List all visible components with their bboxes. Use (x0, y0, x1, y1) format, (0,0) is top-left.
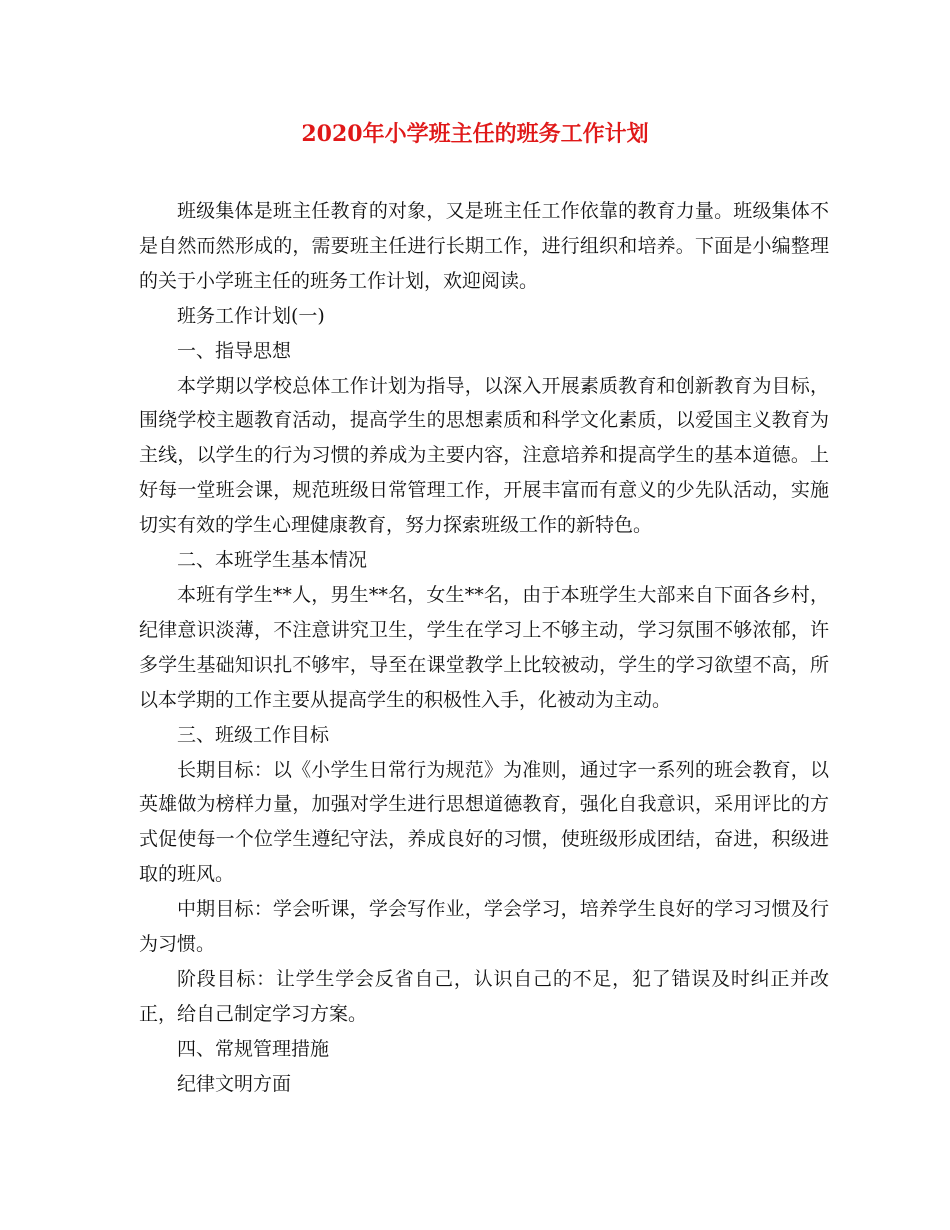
section-heading-plan-one: 班务工作计划(一) (177, 304, 325, 327)
section-heading-management-measures: 四、常规管理措施 (177, 1037, 330, 1060)
paragraph-long-term-goal: 长期目标：以《小学生日常行为规范》为准则，通过字一系列的班会教育，以英雄做为榜样力量，加强对学生进行思想道德教育，强化自我意识，采用评比的方式促使每一个位学生遵纪守法，养成良好的习惯，使班级形成团结，奋进，积级进取的班风。 (139, 758, 829, 886)
section-heading-work-goals: 三、班级工作目标 (177, 723, 330, 746)
paragraph-intro: 班级集体是班主任教育的对象，又是班主任工作依靠的教育力量。班级集体不是自然而然形成的，需要班主任进行长期工作，进行组织和培养。下面是小编整理的关于小学班主任的班务工作计划，欢迎阅读。 (139, 200, 829, 292)
paragraph-mid-term-goal: 中期目标：学会听课，学会写作业，学会学习，培养学生良好的学习习惯及行为习惯。 (139, 898, 829, 956)
document-body (139, 194, 829, 1102)
document-title: 2020年小学班主任的班务工作计划 (301, 121, 649, 147)
paragraph-stage-goal: 阶段目标：让学生学会反省自己，认识自己的不足，犯了错误及时纠正并改正，给自己制定学习方案。 (139, 967, 829, 1025)
paragraph-guiding-ideology: 本学期以学校总体工作计划为指导，以深入开展素质教育和创新教育为目标，围绕学校主题教育活动，提高学生的思想素质和科学文化素质，以爱国主义教育为主线，以学生的行为习惯的养成为主要内容，注意培养和提高学生的基本道德。上好每一堂班会课，规范班级日常管理工作，开展丰富而有意义的少先队活动，实施切实有效的学生心理健康教育，努力探索班级工作的新特色。 (139, 374, 829, 537)
section-heading-class-situation: 二、本班学生基本情况 (177, 549, 368, 572)
section-heading-guiding-ideology: 一、指导思想 (177, 339, 292, 362)
section-subheading-discipline: 纪律文明方面 (177, 1072, 292, 1095)
paragraph-class-situation: 本班有学生**人，男生**名，女生**名，由于本班学生大部来自下面各乡村，纪律意识淡薄，不注意讲究卫生，学生在学习上不够主动，学习氛围不够浓郁，许多学生基础知识扎不够牢，导至在课堂教学上比较被动，学生的学习欲望不高，所以本学期的工作主要从提高学生的积极性入手，化被动为主动。 (139, 583, 829, 711)
